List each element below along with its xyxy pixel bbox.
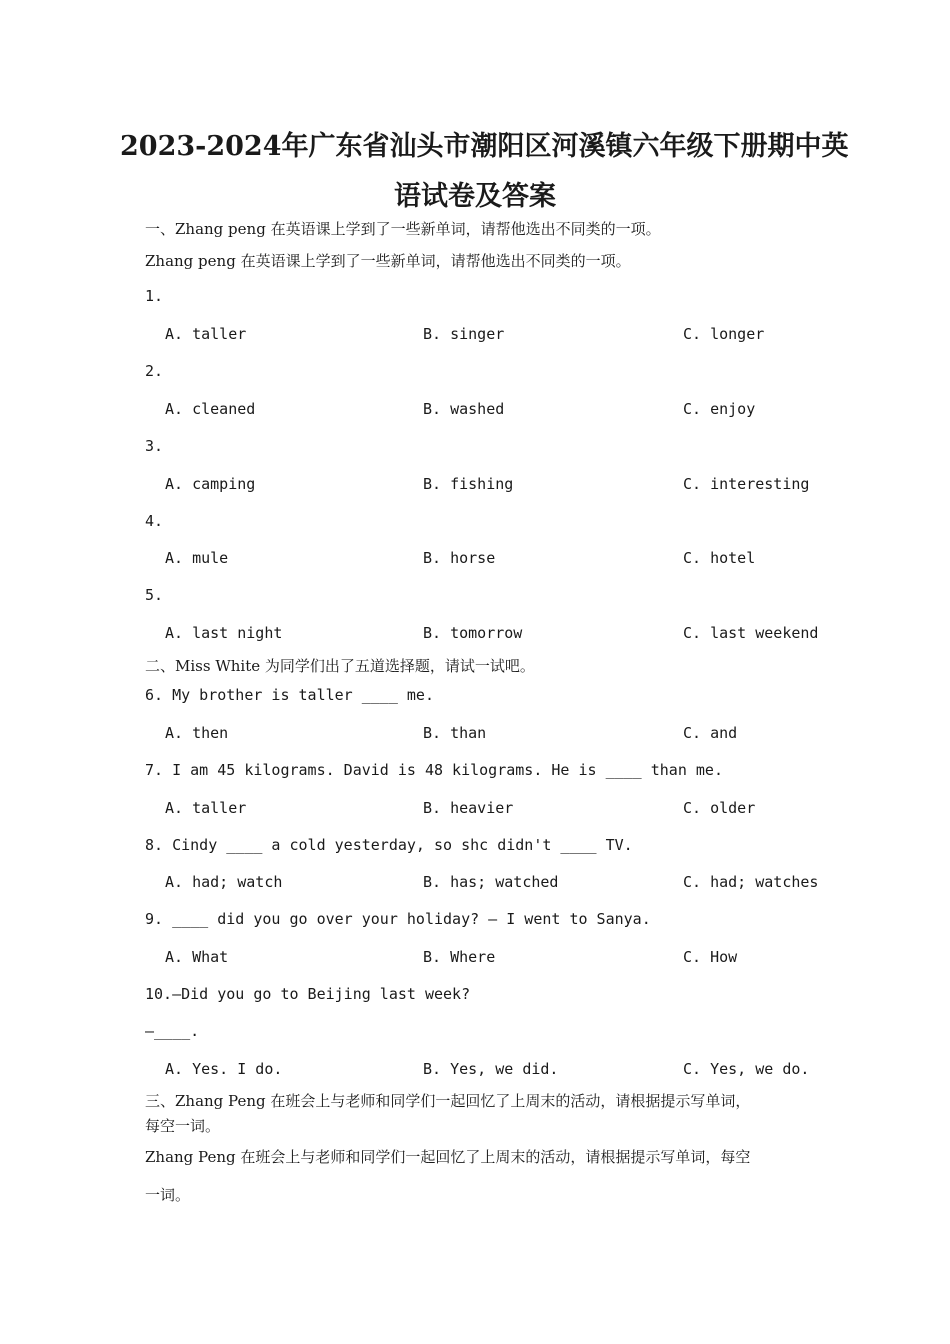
option-a: A. camping [165,475,256,493]
option-a: A. had; watch [165,873,283,891]
section-3-intro-line-1: Zhang Peng 在班会上与老师和同学们一起回忆了上周末的活动，请根据提示写单词，每空 [145,1148,751,1166]
question-number: 4. [145,512,164,530]
option-c: C. last weekend [683,624,819,642]
section-3-heading-line-1: 三、Zhang Peng 在班会上与老师和同学们一起回忆了上周末的活动，请根据提示写单词， [145,1092,751,1110]
section-1-intro: Zhang peng 在英语课上学到了一些新单词，请帮他选出不同类的一项。 [145,252,631,270]
question-stem: 9. ____ did you go over your holiday? — I went to Sanya. [145,910,651,928]
question-number: 2. [145,362,164,380]
section-3-heading-line-2: 每空一词。 [145,1117,221,1135]
question-stem: 10.—Did you go to Beijing last week? [145,985,471,1003]
question-stem: 7. I am 45 kilograms. David is 48 kilograms. He is ____ than me. [145,761,723,779]
section-2-heading: 二、Miss White 为同学们出了五道选择题，请试一试吧。 [145,657,535,675]
option-b: B. than [423,724,487,742]
option-b: B. singer [423,325,505,343]
option-a: A. What [165,948,229,966]
option-c: C. enjoy [683,400,756,418]
option-c: C. longer [683,325,765,343]
option-b: B. Yes, we did. [423,1060,559,1078]
answer-blank-line: —____. [145,1022,200,1040]
question-number: 5. [145,586,164,604]
option-b: B. heavier [423,799,514,817]
option-c: C. older [683,799,756,817]
option-c: C. interesting [683,475,810,493]
option-a: A. taller [165,799,247,817]
option-a: A. then [165,724,229,742]
option-a: A. cleaned [165,400,256,418]
option-b: B. Where [423,948,496,966]
option-a: A. taller [165,325,247,343]
option-c: C. had; watches [683,873,819,891]
question-number: 1. [145,287,164,305]
option-c: C. and [683,724,738,742]
option-a: A. last night [165,624,283,642]
option-a: A. Yes. I do. [165,1060,283,1078]
question-number: 3. [145,437,164,455]
option-b: B. tomorrow [423,624,523,642]
option-b: B. fishing [423,475,514,493]
option-c: C. hotel [683,549,756,567]
option-c: C. Yes, we do. [683,1060,810,1078]
exam-title-line-1: 2023-2024年广东省汕头市潮阳区河溪镇六年级下册期中英 [120,131,849,162]
question-stem: 6. My brother is taller ____ me. [145,686,434,704]
option-b: B. has; watched [423,873,559,891]
option-c: C. How [683,948,738,966]
question-stem: 8. Cindy ____ a cold yesterday, so shc didn't ____ TV. [145,836,633,854]
option-b: B. washed [423,400,505,418]
option-a: A. mule [165,549,229,567]
option-b: B. horse [423,549,496,567]
section-3-intro-line-2: 一词。 [145,1186,191,1204]
section-1-heading: 一、Zhang peng 在英语课上学到了一些新单词，请帮他选出不同类的一项。 [145,220,661,238]
exam-title-line-2: 语试卷及答案 [394,181,556,212]
